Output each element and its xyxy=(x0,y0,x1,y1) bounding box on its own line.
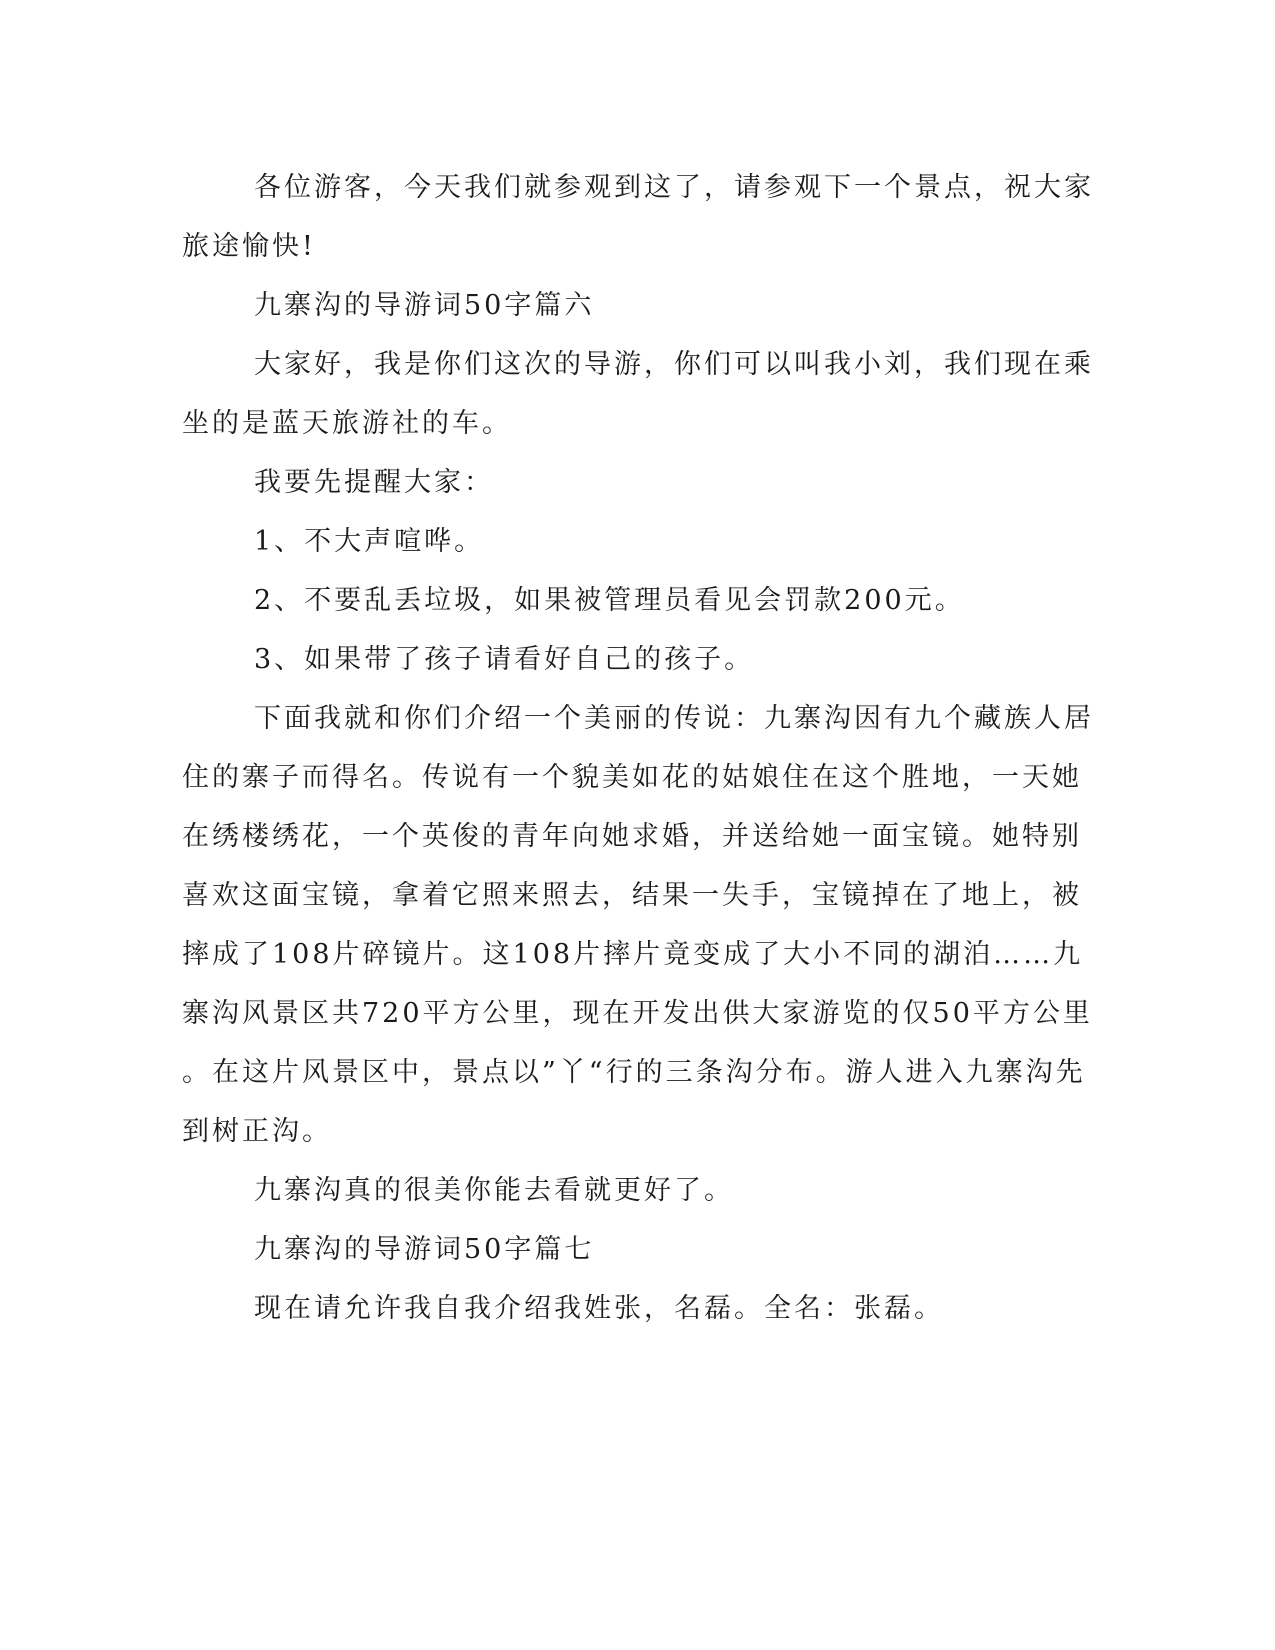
list-item: 1、不大声喧哗。 xyxy=(254,526,485,557)
paragraph-line: 各位游客，今天我们就参观到这了，请参观下一个景点，祝大家 xyxy=(254,172,1094,203)
paragraph-line: 现在请允许我自我介绍我姓张，名磊。全名：张磊。 xyxy=(254,1293,944,1324)
paragraph-line: 喜欢这面宝镜，拿着它照来照去，结果一失手，宝镜掉在了地上，被 xyxy=(182,880,1082,911)
paragraph-line: 住的寨子而得名。传说有一个貌美如花的姑娘住在这个胜地，一天她 xyxy=(182,762,1082,793)
paragraph-line: 到树正沟。 xyxy=(182,1116,332,1147)
list-item: 2、不要乱丢垃圾，如果被管理员看见会罚款200元。 xyxy=(254,585,965,616)
paragraph-line: 寨沟风景区共720平方公里，现在开发出供大家游览的仅50平方公里 xyxy=(182,998,1093,1029)
document-body xyxy=(182,158,1094,1338)
section-heading: 九寨沟的导游词50字篇七 xyxy=(254,1234,595,1265)
paragraph-line: 坐的是蓝天旅游社的车。 xyxy=(182,408,512,439)
section-heading: 九寨沟的导游词50字篇六 xyxy=(254,290,595,321)
paragraph-line: 旅途愉快! xyxy=(182,231,316,262)
paragraph-line: 摔成了108片碎镜片。这108片摔片竟变成了大小不同的湖泊……九 xyxy=(182,939,1084,970)
paragraph-line: 。在这片风景区中，景点以”丫“行的三条沟分布。游人进入九寨沟先 xyxy=(182,1057,1086,1088)
paragraph-line: 在绣楼绣花，一个英俊的青年向她求婚，并送给她一面宝镜。她特别 xyxy=(182,821,1082,852)
paragraph-line: 九寨沟真的很美你能去看就更好了。 xyxy=(254,1175,734,1206)
list-item: 3、如果带了孩子请看好自己的孩子。 xyxy=(254,644,755,675)
paragraph-line: 大家好，我是你们这次的导游，你们可以叫我小刘，我们现在乘 xyxy=(254,349,1094,380)
paragraph-line: 下面我就和你们介绍一个美丽的传说：九寨沟因有九个藏族人居 xyxy=(254,703,1094,734)
paragraph-line: 我要先提醒大家： xyxy=(254,467,494,498)
